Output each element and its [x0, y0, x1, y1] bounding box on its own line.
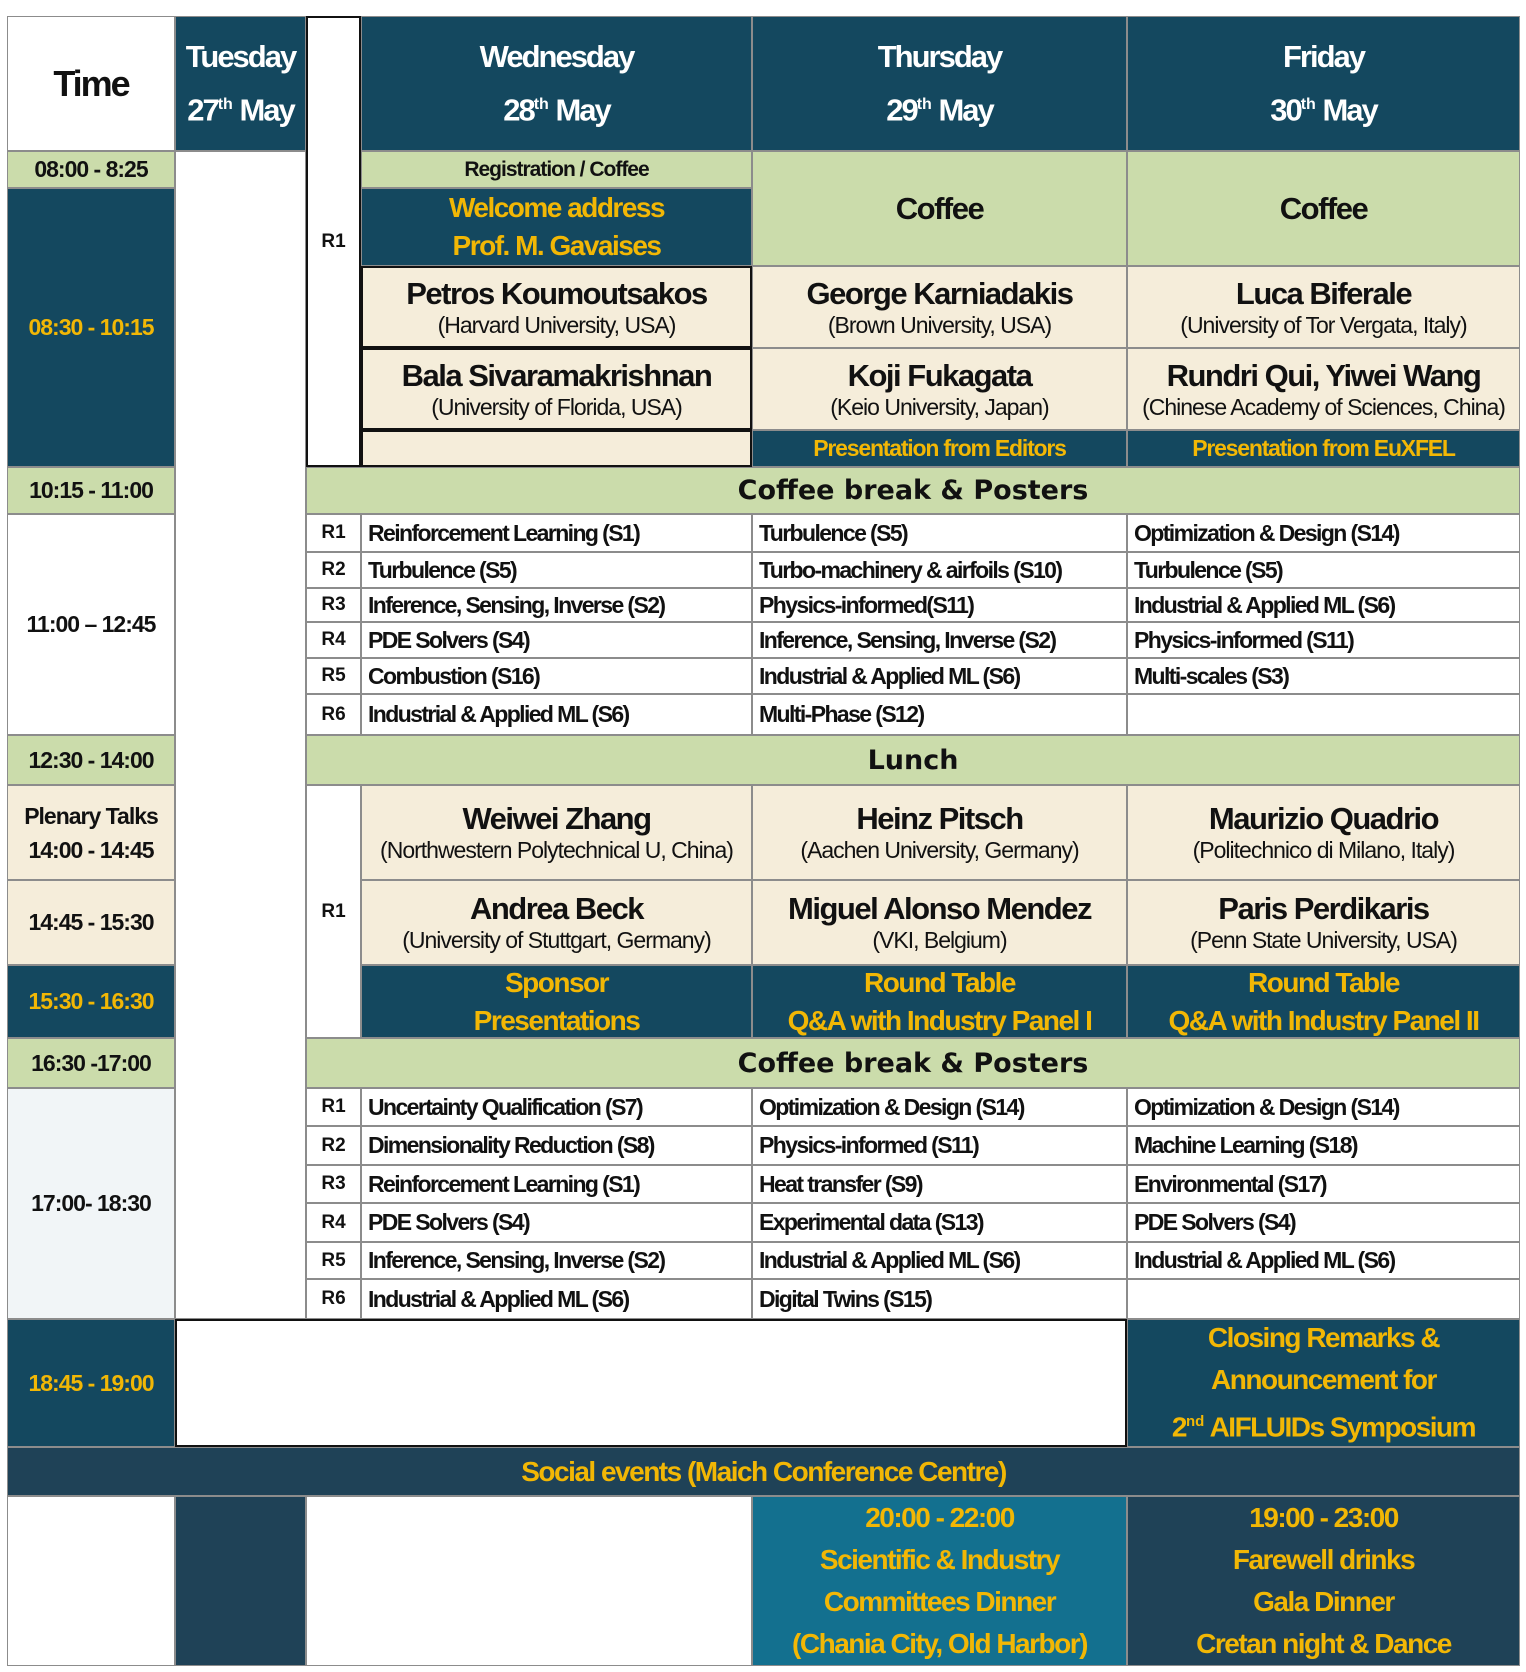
- day-header-thursday: [752, 16, 1127, 151]
- speaker-name: Luca Biferale: [1235, 275, 1412, 311]
- speaker-name: Rundri Qui, Yiwei Wang: [1166, 357, 1481, 393]
- session-label: Physics-informed (S11): [759, 1132, 979, 1158]
- session-label: Multi-Phase (S12): [759, 701, 924, 727]
- welcome-speaker: Prof. M. Gavaises: [452, 230, 661, 261]
- coffee-cell-friday: [1127, 151, 1520, 266]
- evening-empty-cell: [175, 1319, 1127, 1447]
- session-cell: [1127, 1242, 1520, 1279]
- time-slot: [7, 880, 175, 965]
- session-label: Physics-informed (S11): [1134, 626, 1354, 653]
- session-label: Experimental data (S13): [759, 1209, 983, 1235]
- speaker-name: Weiwei Zhang: [462, 801, 651, 836]
- session-label: Turbulence (S5): [1134, 556, 1283, 583]
- session-cell: [361, 694, 752, 735]
- round-table-cell: [1127, 965, 1520, 1038]
- sponsor-cell: [361, 965, 752, 1038]
- day-date: 29th May: [886, 92, 993, 128]
- session-cell: [361, 1203, 752, 1242]
- coffee-break-band: [306, 467, 1520, 514]
- room-label: R3: [321, 1173, 346, 1194]
- day-name: Wednesday: [479, 38, 634, 74]
- time-label: 18:45 - 19:00: [28, 1369, 154, 1396]
- speaker-affiliation: (Northwestern Polytechnical U, China): [380, 837, 733, 863]
- room-cell: [306, 552, 361, 588]
- welcome-cell: [361, 188, 752, 266]
- sponsor-line: Sponsor: [504, 966, 609, 998]
- speaker-affiliation: (Penn State University, USA): [1190, 927, 1457, 953]
- session-label: Dimensionality Reduction (S8): [368, 1132, 654, 1158]
- speaker-cell: [361, 785, 752, 880]
- session-label: Industrial & Applied ML (S6): [1134, 591, 1395, 618]
- time-slot: [7, 1088, 175, 1319]
- coffee-cell-thursday: [752, 151, 1127, 266]
- session-cell: [752, 658, 1127, 694]
- session-label: PDE Solvers (S4): [1134, 1209, 1296, 1235]
- session-cell: [752, 622, 1127, 658]
- session-cell: [361, 658, 752, 694]
- room-cell: [306, 622, 361, 658]
- session-label: Heat transfer (S9): [759, 1170, 922, 1197]
- social-event-line: Farewell drinks: [1232, 1544, 1415, 1575]
- speaker-cell: [361, 266, 752, 348]
- speaker-name: Maurizio Quadrio: [1208, 801, 1439, 836]
- room-label: R4: [321, 629, 346, 650]
- day-header-friday: [1127, 16, 1520, 151]
- social-event-line: Gala Dinner: [1253, 1586, 1394, 1617]
- speaker-affiliation: (University of Stuttgart, Germany): [402, 927, 711, 953]
- time-slot: [7, 1319, 175, 1447]
- time-slot: [7, 1038, 175, 1088]
- presentation-label: Presentation from EuXFEL: [1192, 435, 1455, 461]
- session-label: Combustion (S16): [368, 662, 540, 689]
- speaker-cell: [1127, 785, 1520, 880]
- room-column-top: [306, 16, 361, 467]
- speaker-name: Paris Perdikaris: [1218, 891, 1429, 926]
- presentation-label: Presentation from Editors: [813, 435, 1066, 461]
- time-header-label: Time: [53, 62, 129, 104]
- session-cell: [1127, 622, 1520, 658]
- lunch-label: Lunch: [867, 744, 959, 776]
- session-cell: [1127, 1088, 1520, 1126]
- time-slot: [7, 467, 175, 514]
- room-cell: [306, 1242, 361, 1279]
- social-event-line: Scientific & Industry: [819, 1544, 1060, 1575]
- session-label: Physics-informed(S11): [759, 591, 974, 618]
- day-name: Friday: [1282, 38, 1365, 74]
- room-label: R2: [321, 1134, 346, 1156]
- time-label: 12:30 - 14:00: [28, 746, 154, 773]
- social-events-band: [7, 1447, 1520, 1496]
- coffee-break-band: [306, 1038, 1520, 1088]
- session-cell: [361, 1088, 752, 1126]
- room-cell: [306, 1165, 361, 1203]
- time-label: 17:00- 18:30: [31, 1190, 151, 1216]
- speaker-cell: [752, 880, 1127, 965]
- room-label: R6: [321, 703, 346, 725]
- session-label: Industrial & Applied ML (S6): [368, 1285, 629, 1312]
- time-label: 15:30 - 16:30: [28, 988, 154, 1014]
- session-cell: [1127, 1279, 1520, 1319]
- session-label: Reinforcement Learning (S1): [368, 1170, 640, 1197]
- room-label: R1: [321, 900, 346, 922]
- day-header-wednesday: [361, 16, 752, 151]
- coffee-label: Coffee: [895, 190, 984, 226]
- session-cell: [361, 552, 752, 588]
- time-label: 14:00 - 14:45: [28, 836, 154, 863]
- day-date: 27th May: [187, 92, 294, 128]
- session-cell: [752, 514, 1127, 552]
- time-slot: [7, 785, 175, 880]
- session-cell: [752, 1165, 1127, 1203]
- session-cell: [1127, 1165, 1520, 1203]
- speaker-name: Andrea Beck: [469, 891, 644, 926]
- day-date: 30th May: [1270, 92, 1377, 128]
- speaker-affiliation: (Brown University, USA): [827, 311, 1052, 338]
- session-cell: [361, 514, 752, 552]
- room-label: R1: [321, 1096, 346, 1117]
- speaker-cell: [1127, 348, 1520, 430]
- tuesday-empty-column: [175, 151, 306, 1319]
- room-label: R4: [321, 1211, 346, 1233]
- registration-cell: [361, 151, 752, 188]
- social-event-line: Committees Dinner: [823, 1586, 1056, 1617]
- session-label: Reinforcement Learning (S1): [368, 519, 640, 546]
- round-table-line: Round Table: [864, 966, 1015, 998]
- time-slot: [7, 188, 175, 467]
- session-label: Industrial & Applied ML (S6): [759, 662, 1020, 689]
- speaker-affiliation: (Aachen University, Germany): [800, 837, 1079, 863]
- speaker-cell: [361, 880, 752, 965]
- session-cell: [752, 1088, 1127, 1126]
- session-label: Turbulence (S5): [759, 519, 908, 546]
- session-cell: [361, 1242, 752, 1279]
- room-cell: [306, 1088, 361, 1126]
- session-cell: [1127, 588, 1520, 622]
- closing-line: Announcement for: [1211, 1364, 1436, 1396]
- round-table-line: Q&A with Industry Panel I: [787, 1004, 1092, 1036]
- round-table-line: Round Table: [1248, 966, 1399, 998]
- social-empty-cell: [306, 1496, 752, 1666]
- time-slot: [7, 735, 175, 785]
- welcome-line: Welcome address: [448, 192, 665, 223]
- presentation-cell: [1127, 430, 1520, 467]
- session-cell: [1127, 1126, 1520, 1165]
- speaker-affiliation: (Politechnico di Milano, Italy): [1192, 837, 1455, 863]
- room-cell: [306, 514, 361, 552]
- session-cell: [752, 1203, 1127, 1242]
- time-label: 08:30 - 10:15: [28, 314, 154, 340]
- session-label: Industrial & Applied ML (S6): [368, 701, 629, 727]
- session-label: Uncertainty Qualification (S7): [368, 1093, 643, 1120]
- time-header: [7, 16, 175, 151]
- session-cell: [361, 1165, 752, 1203]
- speaker-cell: [1127, 880, 1520, 965]
- time-label: 10:15 - 11:00: [29, 477, 153, 503]
- session-label: Inference, Sensing, Inverse (S2): [759, 626, 1056, 653]
- speaker-cell: [752, 785, 1127, 880]
- coffee-label: Coffee: [1279, 190, 1368, 226]
- social-event-friday: [1127, 1496, 1520, 1666]
- speaker-cell: [361, 348, 752, 430]
- speaker-name: Bala Sivaramakrishnan: [401, 357, 712, 393]
- session-cell: [752, 1279, 1127, 1319]
- room-label: R1: [321, 230, 346, 252]
- closing-line: 2nd AIFLUIDs Symposium: [1171, 1411, 1476, 1443]
- room-label: R2: [321, 559, 346, 580]
- coffee-break-label: Coffee break & Posters: [737, 475, 1089, 506]
- session-label: Turbo-machinery & airfoils (S10): [759, 556, 1062, 583]
- speaker-affiliation: (University of Tor Vergata, Italy): [1180, 311, 1467, 338]
- time-label: Plenary Talks: [24, 802, 158, 829]
- session-cell: [752, 552, 1127, 588]
- social-event-line: 20:00 - 22:00: [865, 1502, 1014, 1533]
- speaker-name: George Karniadakis: [806, 275, 1073, 311]
- speaker-affiliation: (University of Florida, USA): [431, 393, 682, 420]
- speaker-cell: [752, 348, 1127, 430]
- room-cell: [306, 1126, 361, 1165]
- session-label: Digital Twins (S15): [759, 1285, 932, 1312]
- lunch-band: [306, 735, 1520, 785]
- speaker-name: Miguel Alonso Mendez: [788, 891, 1091, 926]
- session-cell: [1127, 1203, 1520, 1242]
- speaker-affiliation: (Keio University, Japan): [830, 393, 1049, 420]
- session-label: Environmental (S17): [1134, 1170, 1326, 1197]
- presentation-cell: [752, 430, 1127, 467]
- social-empty-cell: [7, 1496, 175, 1666]
- session-cell: [752, 588, 1127, 622]
- speaker-cell: [1127, 266, 1520, 348]
- session-cell: [1127, 514, 1520, 552]
- session-cell: [1127, 658, 1520, 694]
- room-cell: [306, 658, 361, 694]
- day-name: Thursday: [877, 38, 1002, 74]
- session-cell: [1127, 552, 1520, 588]
- closing-line: Closing Remarks &: [1207, 1322, 1440, 1354]
- social-event-thursday: [752, 1496, 1127, 1666]
- social-event-line: Cretan night & Dance: [1196, 1628, 1451, 1659]
- room-cell: [306, 694, 361, 735]
- session-label: Industrial & Applied ML (S6): [1134, 1247, 1395, 1273]
- round-table-cell: [752, 965, 1127, 1038]
- room-cell: [306, 1279, 361, 1319]
- time-label: 16:30 -17:00: [31, 1049, 151, 1076]
- room-cell: [306, 588, 361, 622]
- time-label: 08:00 - 8:25: [34, 156, 148, 182]
- room-label: R5: [321, 1249, 346, 1271]
- session-cell: [1127, 694, 1520, 735]
- speaker-cell: [752, 266, 1127, 348]
- session-label: Inference, Sensing, Inverse (S2): [368, 591, 665, 618]
- session-label: PDE Solvers (S4): [368, 626, 530, 653]
- coffee-break-label: Coffee break & Posters: [737, 1047, 1089, 1079]
- closing-remarks-cell: [1127, 1319, 1520, 1447]
- session-label: Multi-scales (S3): [1134, 662, 1289, 689]
- sponsor-line: Presentations: [473, 1004, 640, 1036]
- social-event-line: 19:00 - 23:00: [1249, 1502, 1398, 1533]
- session-cell: [752, 1242, 1127, 1279]
- speaker-name: Heinz Pitsch: [856, 801, 1023, 836]
- session-cell: [752, 1126, 1127, 1165]
- room-column-plenary: [306, 785, 361, 1038]
- room-cell: [306, 1203, 361, 1242]
- speaker-affiliation: (VKI, Belgium): [872, 927, 1007, 953]
- session-cell: [361, 1126, 752, 1165]
- session-cell: [361, 622, 752, 658]
- speaker-name: Koji Fukagata: [847, 357, 1032, 393]
- social-events-title: Social events (Maich Conference Centre): [521, 1455, 1006, 1487]
- speaker-affiliation: (Harvard University, USA): [437, 311, 676, 338]
- session-label: Optimization & Design (S14): [1134, 519, 1399, 546]
- session-label: Industrial & Applied ML (S6): [759, 1247, 1020, 1273]
- speaker-affiliation: (Chinese Academy of Sciences, China): [1142, 393, 1505, 420]
- room-label: R3: [321, 594, 346, 615]
- social-empty-cell: [175, 1496, 306, 1666]
- session-label: PDE Solvers (S4): [368, 1209, 530, 1235]
- social-event-line: (Chania City, Old Harbor): [792, 1628, 1087, 1659]
- session-cell: [361, 1279, 752, 1319]
- room-label: R5: [321, 665, 346, 686]
- round-table-line: Q&A with Industry Panel II: [1168, 1004, 1479, 1036]
- room-label: R1: [321, 522, 346, 543]
- registration-label: Registration / Coffee: [464, 157, 649, 181]
- session-label: Optimization & Design (S14): [1134, 1093, 1399, 1120]
- time-label: 14:45 - 15:30: [28, 909, 154, 935]
- room-label: R6: [321, 1288, 346, 1309]
- time-slot: [7, 514, 175, 735]
- day-name: Tuesday: [185, 38, 296, 74]
- session-label: Inference, Sensing, Inverse (S2): [368, 1247, 665, 1273]
- session-label: Optimization & Design (S14): [759, 1093, 1024, 1120]
- empty-cell: [361, 430, 752, 467]
- session-cell: [752, 694, 1127, 735]
- day-date: 28th May: [503, 92, 610, 128]
- session-cell: [361, 588, 752, 622]
- session-label: Machine Learning (S18): [1134, 1132, 1357, 1158]
- speaker-name: Petros Koumoutsakos: [406, 275, 707, 311]
- time-label: 11:00 – 12:45: [26, 611, 156, 637]
- day-header-tuesday: [175, 16, 306, 151]
- time-slot: [7, 151, 175, 188]
- session-label: Turbulence (S5): [368, 556, 517, 583]
- time-slot: [7, 965, 175, 1038]
